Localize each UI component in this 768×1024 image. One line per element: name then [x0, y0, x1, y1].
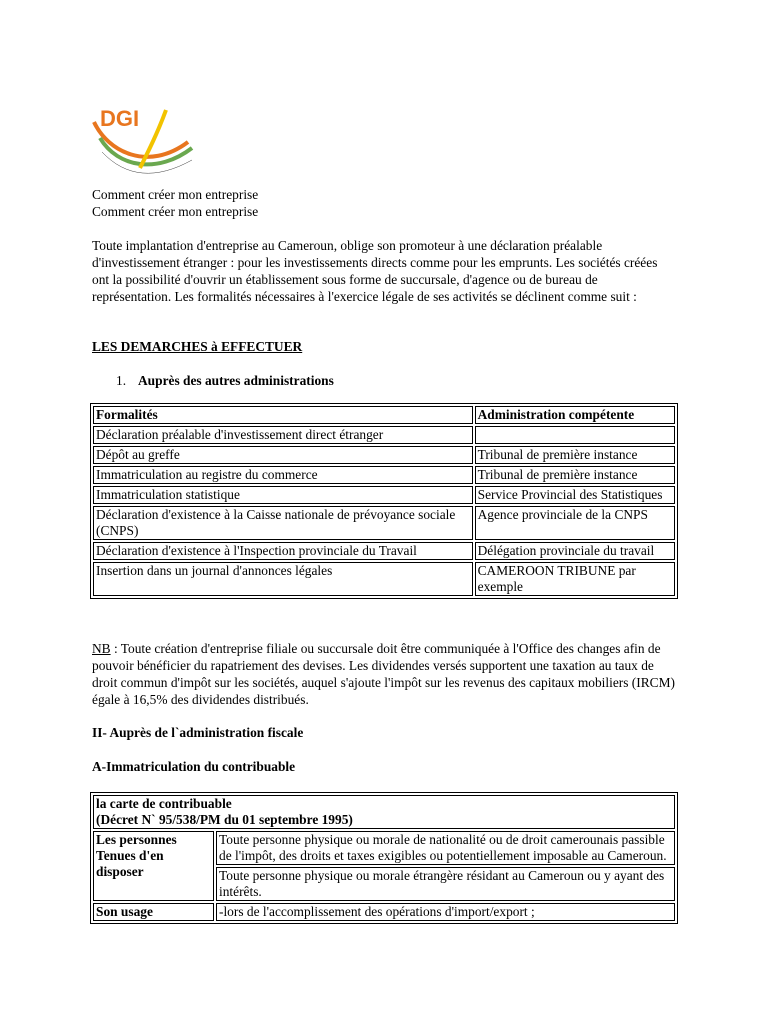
table-cell: Déclaration d'existence à l'Inspection provinciale du Travail — [93, 542, 473, 560]
table-cell: Agence provinciale de la CNPS — [475, 506, 675, 540]
table-row — [93, 506, 675, 540]
list-number: 1. — [116, 373, 127, 388]
table-cell — [475, 426, 675, 444]
table-cell: Service Provincial des Statistiques — [475, 486, 675, 504]
nb-paragraph — [92, 640, 677, 708]
carte-contribuable-table — [90, 792, 678, 924]
table-cell: Tribunal de première instance — [475, 446, 675, 464]
table-row — [93, 426, 675, 444]
table-cell: Immatriculation au registre du commerce — [93, 466, 473, 484]
table-cell: Dépôt au greffe — [93, 446, 473, 464]
table-header — [93, 795, 675, 829]
dgi-logo — [88, 102, 208, 188]
logo-letters: DGI — [100, 106, 140, 131]
page-title: Comment créer mon entreprise — [92, 187, 259, 202]
table-header: Administration compétente — [475, 406, 675, 424]
list-item — [116, 372, 334, 389]
table-cell: Tribunal de première instance — [475, 466, 675, 484]
table-row — [93, 542, 675, 560]
section-a-heading: A-Immatriculation du contribuable — [92, 759, 296, 774]
table-row — [93, 831, 675, 865]
table-header-line: la carte de contribuable — [96, 796, 232, 811]
list-label: Auprès des autres administrations — [138, 373, 334, 388]
table-row-key: Les personnes Tenues d'en disposer — [93, 831, 214, 901]
nb-label: NB — [92, 641, 111, 656]
table-row-key: Son usage — [93, 903, 214, 921]
table-cell: Toute personne physique ou morale de nationalité ou de droit camerounais passible de l'impôt, des droits et taxes exigibles ou potentiellement imposable au Cameroun. — [216, 831, 675, 865]
page-subtitle: Comment créer mon entreprise — [92, 204, 259, 219]
table-header-row — [93, 795, 675, 829]
table-cell: Insertion dans un journal d'annonces légales — [93, 562, 473, 596]
table-header: Formalités — [93, 406, 473, 424]
table-cell: -lors de l'accomplissement des opérations d'import/export ; — [216, 903, 675, 921]
section-heading: LES DEMARCHES à EFFECTUER — [92, 339, 303, 354]
intro-paragraph: Toute implantation d'entreprise au Cameroun, oblige son promoteur à une déclaration préalable d'investissement étranger : pour les investissements directs comme pour les emprunts. Les sociétés créées ont la possibilité d'ouvrir un établissement sous forme de succursale, d'agence ou de bureau de représentation. Les formalités nécessaires à l'exercice légale de ses activités se déclinent comme suit : — [92, 238, 658, 304]
table-row — [93, 446, 675, 464]
table-cell: Délégation provinciale du travail — [475, 542, 675, 560]
table-cell: CAMEROON TRIBUNE par exemple — [475, 562, 675, 596]
nb-text: : Toute création d'entreprise filiale ou succursale doit être communiquée à l'Office des changes afin de pouvoir bénéficier du rapatriement des devises. Les dividendes versés supportent une taxation au taux de droit commun d'impôt sur les sociétés, auquel s'ajoute l'impôt sur les revenus des capitaux mobiliers (IRCM) égale à 16,5% des dividendes distribués. — [92, 641, 675, 707]
table-row — [93, 466, 675, 484]
table-row — [93, 486, 675, 504]
formalites-table — [90, 403, 678, 599]
table-header-row — [93, 406, 675, 424]
table-row — [93, 562, 675, 596]
table-cell: Déclaration préalable d'investissement direct étranger — [93, 426, 473, 444]
table-cell: Immatriculation statistique — [93, 486, 473, 504]
table-cell: Déclaration d'existence à la Caisse nationale de prévoyance sociale (CNPS) — [93, 506, 473, 540]
table-row — [93, 903, 675, 921]
section-2-heading: II- Auprès de l`administration fiscale — [92, 725, 304, 740]
table-cell: Toute personne physique ou morale étrangère résidant au Cameroun ou y ayant des intérêts. — [216, 867, 675, 901]
table-header-line: (Décret N` 95/538/PM du 01 septembre 1995) — [96, 812, 353, 827]
